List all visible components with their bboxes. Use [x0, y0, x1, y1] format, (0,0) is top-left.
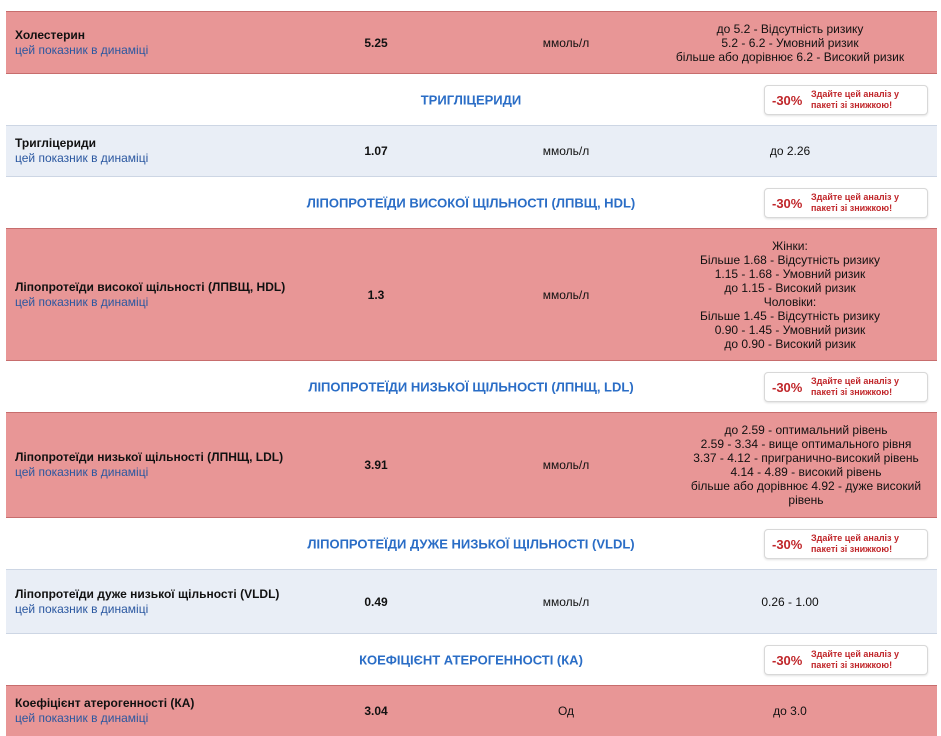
discount-package-button[interactable] [764, 188, 928, 218]
section-title: КОЕФІЦІЄНТ АТЕРОГЕННОСТІ (КА) [359, 652, 583, 667]
result-value: 1.07 [364, 144, 388, 158]
result-row-cholesterol [6, 11, 937, 74]
section-header-vldl [6, 518, 937, 569]
discount-text: Здайте цей аналіз у пакеті зі знижкою! [811, 532, 900, 554]
discount-text: Здайте цей аналіз у пакеті зі знижкою! [811, 375, 900, 397]
reference-line: більше або дорівнює 4.92 - дуже високий рівень [690, 479, 922, 507]
discount-package-button[interactable] [764, 85, 928, 115]
result-title: Коефіцієнт атерогенності (КА) [15, 696, 195, 710]
section-header-ldl [6, 361, 937, 412]
discount-percent: -30% [772, 536, 803, 552]
discount-text: Здайте цей аналіз у пакеті зі знижкою! [811, 191, 900, 213]
reference-line: 5.2 - 6.2 - Умовний ризик [721, 35, 859, 50]
result-title: Ліпопротеїди дуже низької щільності (VLDL) [15, 586, 280, 601]
section-header-atherogenic-coefficient [6, 634, 937, 685]
dynamics-link[interactable]: цей показник в динаміці [15, 151, 149, 165]
result-row-hdl [6, 228, 937, 361]
reference-range [652, 239, 928, 351]
result-name-cell [15, 28, 315, 58]
dynamics-link[interactable]: цей показник в динаміці [15, 465, 149, 479]
reference-line: Жінки: [772, 238, 808, 253]
result-name-cell [15, 696, 315, 726]
discount-percent: -30% [772, 379, 803, 395]
reference-line: до 0.90 - Високий ризик [724, 336, 856, 351]
result-title: Ліпопротеїди низької щільності (ЛПНЩ, LDL) [15, 450, 284, 464]
reference-line: до 2.59 - оптимальний рівень [724, 423, 888, 437]
result-unit: ммоль/л [542, 458, 590, 472]
discount-text: Здайте цей аналіз у пакеті зі знижкою! [811, 89, 900, 110]
section-header-triglycerides [6, 75, 937, 125]
reference-line: 0.26 - 1.00 [761, 594, 819, 609]
discount-package-button[interactable] [764, 645, 928, 675]
reference-line: 0.90 - 1.45 - Умовний ризик [714, 322, 866, 337]
reference-line: Чоловіки: [763, 294, 817, 309]
result-row-atherogenic-coefficient [6, 685, 937, 736]
result-name-cell [15, 587, 315, 617]
reference-range [686, 423, 926, 507]
result-value: 0.49 [364, 594, 388, 609]
reference-line: до 2.26 [769, 144, 811, 158]
result-title: Тригліцериди [15, 136, 96, 150]
result-unit: ммоль/л [542, 35, 590, 50]
reference-line: Більше 1.68 - Відсутність ризику [700, 252, 880, 267]
section-title: ЛІПОПРОТЕЇДИ ДУЖЕ НИЗЬКОЇ ЩІЛЬНОСТІ (VLDL) [307, 536, 635, 551]
result-name-cell [15, 280, 315, 310]
discount-percent: -30% [772, 93, 803, 108]
reference-range [652, 595, 928, 609]
reference-line: до 1.15 - Високий ризик [724, 280, 856, 295]
reference-line: більше або дорівнює 6.2 - Високий ризик [675, 49, 905, 64]
discount-percent: -30% [772, 195, 803, 211]
reference-line: до 5.2 - Відсутність ризику [716, 21, 864, 36]
result-name-cell [15, 450, 315, 480]
result-value: 3.91 [364, 458, 388, 472]
section-header-hdl [6, 177, 937, 228]
discount-text: Здайте цей аналіз у пакеті зі знижкою! [811, 648, 900, 670]
reference-line: Більше 1.45 - Відсутність ризику [700, 308, 880, 323]
section-title: ЛІПОПРОТЕЇДИ ВИСОКОЇ ЩІЛЬНОСТІ (ЛПВЩ, HDL) [306, 195, 636, 210]
result-unit: Од [557, 704, 575, 718]
reference-line: 4.14 - 4.89 - високий рівень [730, 465, 882, 479]
reference-line: 2.59 - 3.34 - вище оптимального рівня [700, 437, 912, 451]
result-value: 5.25 [364, 35, 388, 50]
result-unit: ммоль/л [542, 594, 590, 609]
result-row-triglycerides [6, 125, 937, 177]
discount-package-button[interactable] [764, 372, 928, 402]
result-title: Ліпопротеїди високої щільності (ЛПВЩ, HDL) [15, 279, 286, 294]
section-title: ТРИГЛІЦЕРИДИ [420, 92, 522, 108]
result-unit: ммоль/л [542, 287, 590, 302]
result-unit: ммоль/л [542, 144, 590, 158]
dynamics-link[interactable]: цей показник в динаміці [15, 601, 149, 616]
dynamics-link[interactable]: цей показник в динаміці [15, 42, 149, 57]
result-value: 1.3 [367, 287, 385, 302]
discount-percent: -30% [772, 652, 803, 668]
reference-line: 3.37 - 4.12 - пригранично-високий рівень [693, 451, 919, 465]
result-name-cell [15, 136, 315, 166]
reference-range [652, 704, 928, 718]
result-title: Холестерин [15, 27, 86, 42]
dynamics-link[interactable]: цей показник в динаміці [15, 294, 149, 309]
discount-package-button[interactable] [764, 529, 928, 559]
result-row-ldl [6, 412, 937, 518]
reference-range [652, 22, 928, 64]
result-row-vldl [6, 569, 937, 634]
dynamics-link[interactable]: цей показник в динаміці [15, 711, 149, 725]
reference-line: до 3.0 [773, 704, 807, 718]
result-value: 3.04 [364, 704, 388, 718]
section-title: ЛІПОПРОТЕЇДИ НИЗЬКОЇ ЩІЛЬНОСТІ (ЛПНЩ, LDL) [308, 379, 634, 394]
reference-line: 1.15 - 1.68 - Умовний ризик [714, 266, 866, 281]
reference-range [652, 144, 928, 158]
